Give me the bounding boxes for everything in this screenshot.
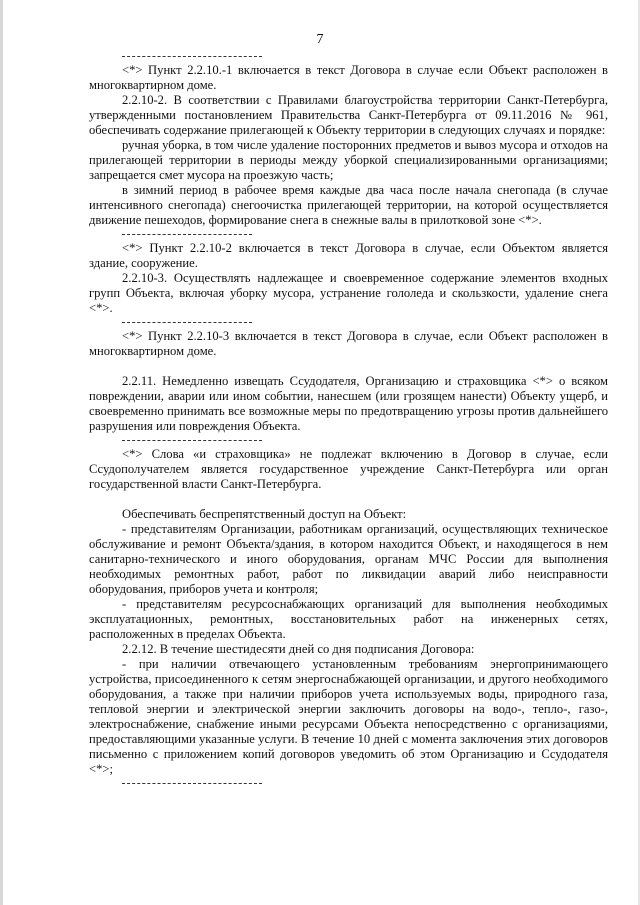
footnote-separator [122, 56, 262, 58]
footnote-separator [122, 234, 252, 236]
footnote-separator [122, 440, 262, 442]
scan-edge-left [0, 0, 3, 905]
clause-2-2-10-3: 2.2.10-3. Осуществлять надлежащее и своевременное содержание элементов входных групп Объекта, включая уборку мусора, устранение гололеда и скользкости, удаление снега <*>. [89, 271, 608, 315]
footnote-separator [122, 322, 252, 324]
page-number: 7 [316, 32, 324, 47]
clause-2-2-11: 2.2.11. Немедленно извещать Ссудодателя, Организацию и страховщика <*> о всяком повреждении, аварии или ином событии, нанесшем (или грозящем нанести) Объекту ущерб, и своевременно принимать все возможные меры по предотвращению угрозы против дальнейшего разрушения или повреждения Объекта. [89, 374, 608, 433]
clause-2-2-10-2: 2.2.10-2. В соответствии с Правилами благоустройства территории Санкт-Петербурга, утвержденными постановлением Правительства Санкт-Петербурга от 09.11.2016 № 961, обеспечивать содержание прилегающей к Объекту территории в следующих случаях и порядке: [89, 93, 608, 137]
clause-access-item-2: - представителям ресурсоснабжающих организаций для выполнения необходимых эксплуатационных, ремонтных, восстановительных работ на инженерных сетях, расположенных в пределах Объекта. [89, 597, 608, 641]
footnote-2-2-10-1: <*> Пункт 2.2.10.-1 включается в текст Договора в случае если Объект расположен в многоквартирном доме. [89, 63, 608, 92]
clause-2-2-12: 2.2.12. В течение шестидесяти дней со дня подписания Договора: [122, 642, 475, 656]
footnote-separator [122, 783, 262, 785]
footnote-2-2-10-3: <*> Пункт 2.2.10-3 включается в текст Договора в случае, если Объект расположен в многоквартирном доме. [89, 329, 608, 358]
footnote-2-2-10-2: <*> Пункт 2.2.10-2 включается в текст Договора в случае, если Объектом является здание, сооружение. [89, 241, 608, 270]
clause-access-item-1: - представителям Организации, работникам организаций, осуществляющих техническое обслуживание и ремонт Объекта/здания, в котором находится Объект, и находящегося в нем санитарно-технического и иного оборудования, органам МЧС России для выполнения необходимых ремонтных работ, работ по ликвидации аварий либо неисправности оборудования, приборов учета и контроля; [89, 522, 608, 596]
document-body [89, 50, 608, 790]
clause-winter-cleaning: в зимний период в рабочее время каждые два часа после начала снегопада (в случае интенсивного снегопада) снегоочистка прилегающей территории, на которой осуществляется движение пешеходов, формирование снега в снежные валы в прилотковой зоне <*>. [89, 183, 608, 227]
clause-2-2-12-item-1: - при наличии отвечающего установленным требованиям энергопринимающего устройства, присоединенного к сетям энергоснабжающей организации, и другого необходимого оборудования, а также при наличии приборов учета используемых воды, природного газа, тепловой энергии и электрической энергии заключить договоры на водо-, тепло-, газо-, электроснабжение, снабжение иными ресурсами Объекта непосредственно с организациями, предоставляющими указанные услуги. В течение 10 дней с момента заключения этих договоров письменно с приложением копий договоров уведомить об этом Организацию и Ссудодателя <*>; [89, 657, 608, 776]
clause-access: Обеспечивать беспрепятственный доступ на Объект: [122, 507, 407, 521]
clause-manual-cleaning: ручная уборка, в том числе удаление посторонних предметов и вывоз мусора и отходов на прилегающей территории в периоды между уборкой специализированными организациями; запрещается смет мусора на проезжую часть; [89, 138, 608, 182]
footnote-insurer: <*> Слова «и страховщика» не подлежат включению в Договор в случае, если Ссудополучателем является государственное учреждение Санкт-Петербурга или орган государственной власти Санкт-Петербурга. [89, 447, 608, 491]
